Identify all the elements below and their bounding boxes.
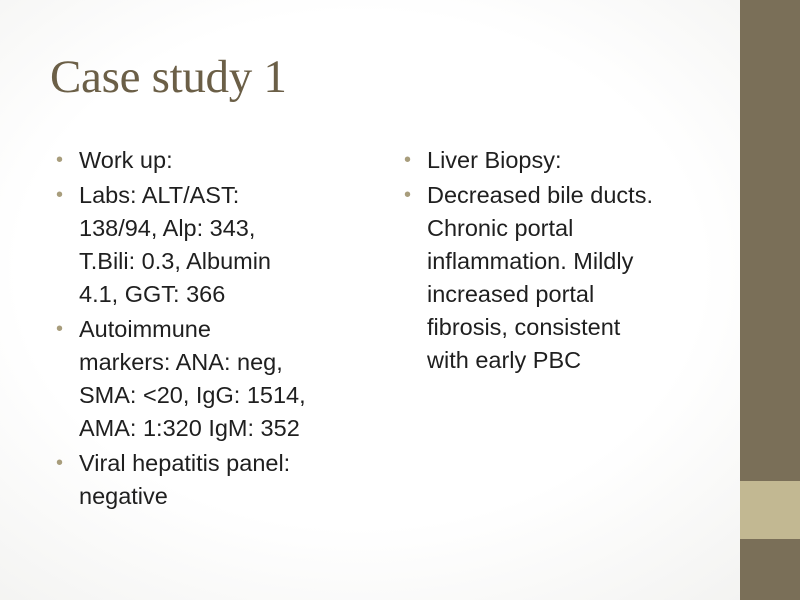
bullet-item-viral-hepatitis <box>56 447 356 513</box>
bullet-item-biopsy-findings <box>404 179 724 377</box>
bullet-text: Decreased bile ducts. Chronic portal inflammation. Mildly increased portal fibrosis, consistent with early PBC <box>427 182 653 373</box>
bullet-text: Labs: ALT/AST: 138/94, Alp: 343, T.Bili: 0.3, Albumin 4.1, GGT: 366 <box>79 182 272 307</box>
bullet-icon: • <box>56 149 64 171</box>
bullet-icon: • <box>404 184 412 206</box>
bullet-icon: • <box>56 452 64 474</box>
bullet-item-work-up <box>56 144 356 177</box>
right-bullet-list <box>404 144 724 379</box>
left-bullet-list <box>56 144 356 515</box>
side-accent-block <box>740 481 800 539</box>
bullet-text: Autoimmune markers: ANA: neg, SMA: <20, IgG: 1514, AMA: 1:320 IgM: 352 <box>79 316 306 441</box>
bullet-item-labs <box>56 179 356 311</box>
bullet-icon: • <box>56 318 64 340</box>
bullet-text: Viral hepatitis panel: negative <box>79 450 291 509</box>
slide-title: Case study 1 <box>50 51 287 103</box>
bullet-icon: • <box>404 149 412 171</box>
bullet-text: Work up: <box>79 147 173 173</box>
bullet-icon: • <box>56 184 64 206</box>
bullet-text: Liver Biopsy: <box>427 147 562 173</box>
bullet-item-autoimmune <box>56 313 356 445</box>
bullet-item-liver-biopsy <box>404 144 724 177</box>
